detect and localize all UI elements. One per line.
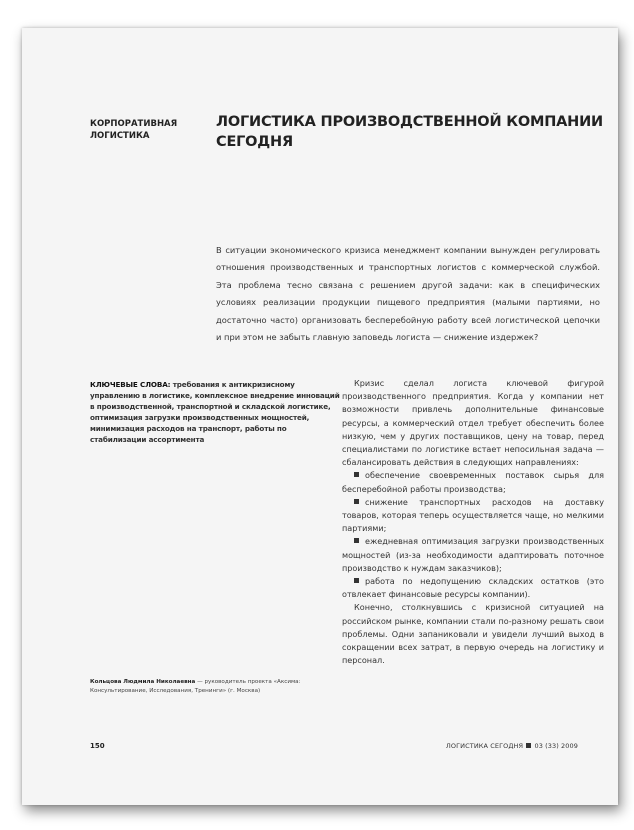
square-bullet-icon bbox=[354, 538, 359, 543]
square-bullet-icon bbox=[354, 578, 359, 583]
journal-name: ЛОГИСТИКА СЕГОДНЯ bbox=[445, 742, 524, 750]
body-closing: Конечно, столкнувшись с кризисной ситуацией на российском рынке, компании стали по-разному решать свои проблемы. Одни запаниковали и увидели лучший выход в сокращении всех затрат, в первую очередь на логистику и персонал. bbox=[342, 602, 604, 666]
issue-number: 03 (33) 2009 bbox=[534, 742, 578, 750]
keywords-text: требования к антикризисному управлению в логистике, комплексное внедрение инноваций в производственной, транспортной и складской логистике, оптимизация загрузки производственных мощностей, минимизация расходов на транспорт, работы по стабилизации ассортимента bbox=[90, 380, 340, 444]
square-separator-icon bbox=[526, 743, 531, 748]
square-bullet-icon bbox=[354, 472, 359, 477]
article-title bbox=[216, 112, 616, 152]
author-description: — руководитель проекта «Аксима: Консультирование, Исследования, Тренинги» (г. Москва) bbox=[90, 679, 301, 694]
body-intro: Кризис сделал логиста ключевой фигурой производственного предприятия. Когда у компании нет возможности привлечь дополнительные финансовые ресурсы, а коммерческий отдел требует обеспечить более низкую, чем у других поставщиков, цену на товар, перед специалистами по логистике встает непосильная задача — сбалансировать действия в следующих направлениях: bbox=[342, 378, 604, 468]
list-item bbox=[342, 496, 604, 536]
article-title-line1: ЛОГИСТИКА ПРОИЗВОДСТВЕННОЙ КОМПАНИИ bbox=[216, 114, 603, 130]
section-label-line1: КОРПОРАТИВНАЯ bbox=[90, 119, 178, 129]
keywords-block bbox=[90, 379, 344, 445]
bullet-text: работа по недопущению складских остатков (это отвлекает финансовые ресурсы компании). bbox=[342, 576, 604, 600]
author-note bbox=[90, 678, 340, 696]
article-title-line2: СЕГОДНЯ bbox=[216, 134, 293, 150]
list-item bbox=[342, 535, 604, 575]
list-item bbox=[342, 575, 604, 601]
bullet-text: снижение транспортных расходов на доставку товаров, которая теперь осуществляется чаще, но мелкими партиями; bbox=[342, 496, 604, 534]
magazine-page bbox=[22, 28, 618, 805]
bullet-text: обеспечение своевременных поставок сырья для бесперебойной работы производства; bbox=[342, 470, 604, 494]
list-item bbox=[342, 469, 604, 495]
bullet-text: ежедневная оптимизация загрузки производственных мощностей (из-за необходимости адаптировать поточное производство к нуждам заказчиков); bbox=[342, 536, 604, 573]
section-label bbox=[90, 118, 200, 142]
lead-paragraph: В ситуации экономического кризиса менеджмент компании вынужден регулировать отношения производственных и транспортных логистов с коммерческой службой. Эта проблема тесно связана с решением другой задачи: как в специфических условиях реализации продукции пищевого предприятия (малыми партиями, но достаточно часто) организовать бесперебойную работу всей логистической цепочки и при этом не забыть главную заповедь логиста — снижение издержек? bbox=[216, 245, 600, 343]
section-label-line2: ЛОГИСТИКА bbox=[90, 131, 150, 141]
body-column bbox=[342, 377, 604, 667]
running-footer bbox=[446, 742, 578, 750]
page-number: 150 bbox=[90, 742, 105, 750]
author-name: Кольцова Людмила Николаевна bbox=[90, 679, 196, 685]
square-bullet-icon bbox=[354, 499, 359, 504]
keywords-label: КЛЮЧЕВЫЕ СЛОВА: bbox=[90, 380, 171, 389]
